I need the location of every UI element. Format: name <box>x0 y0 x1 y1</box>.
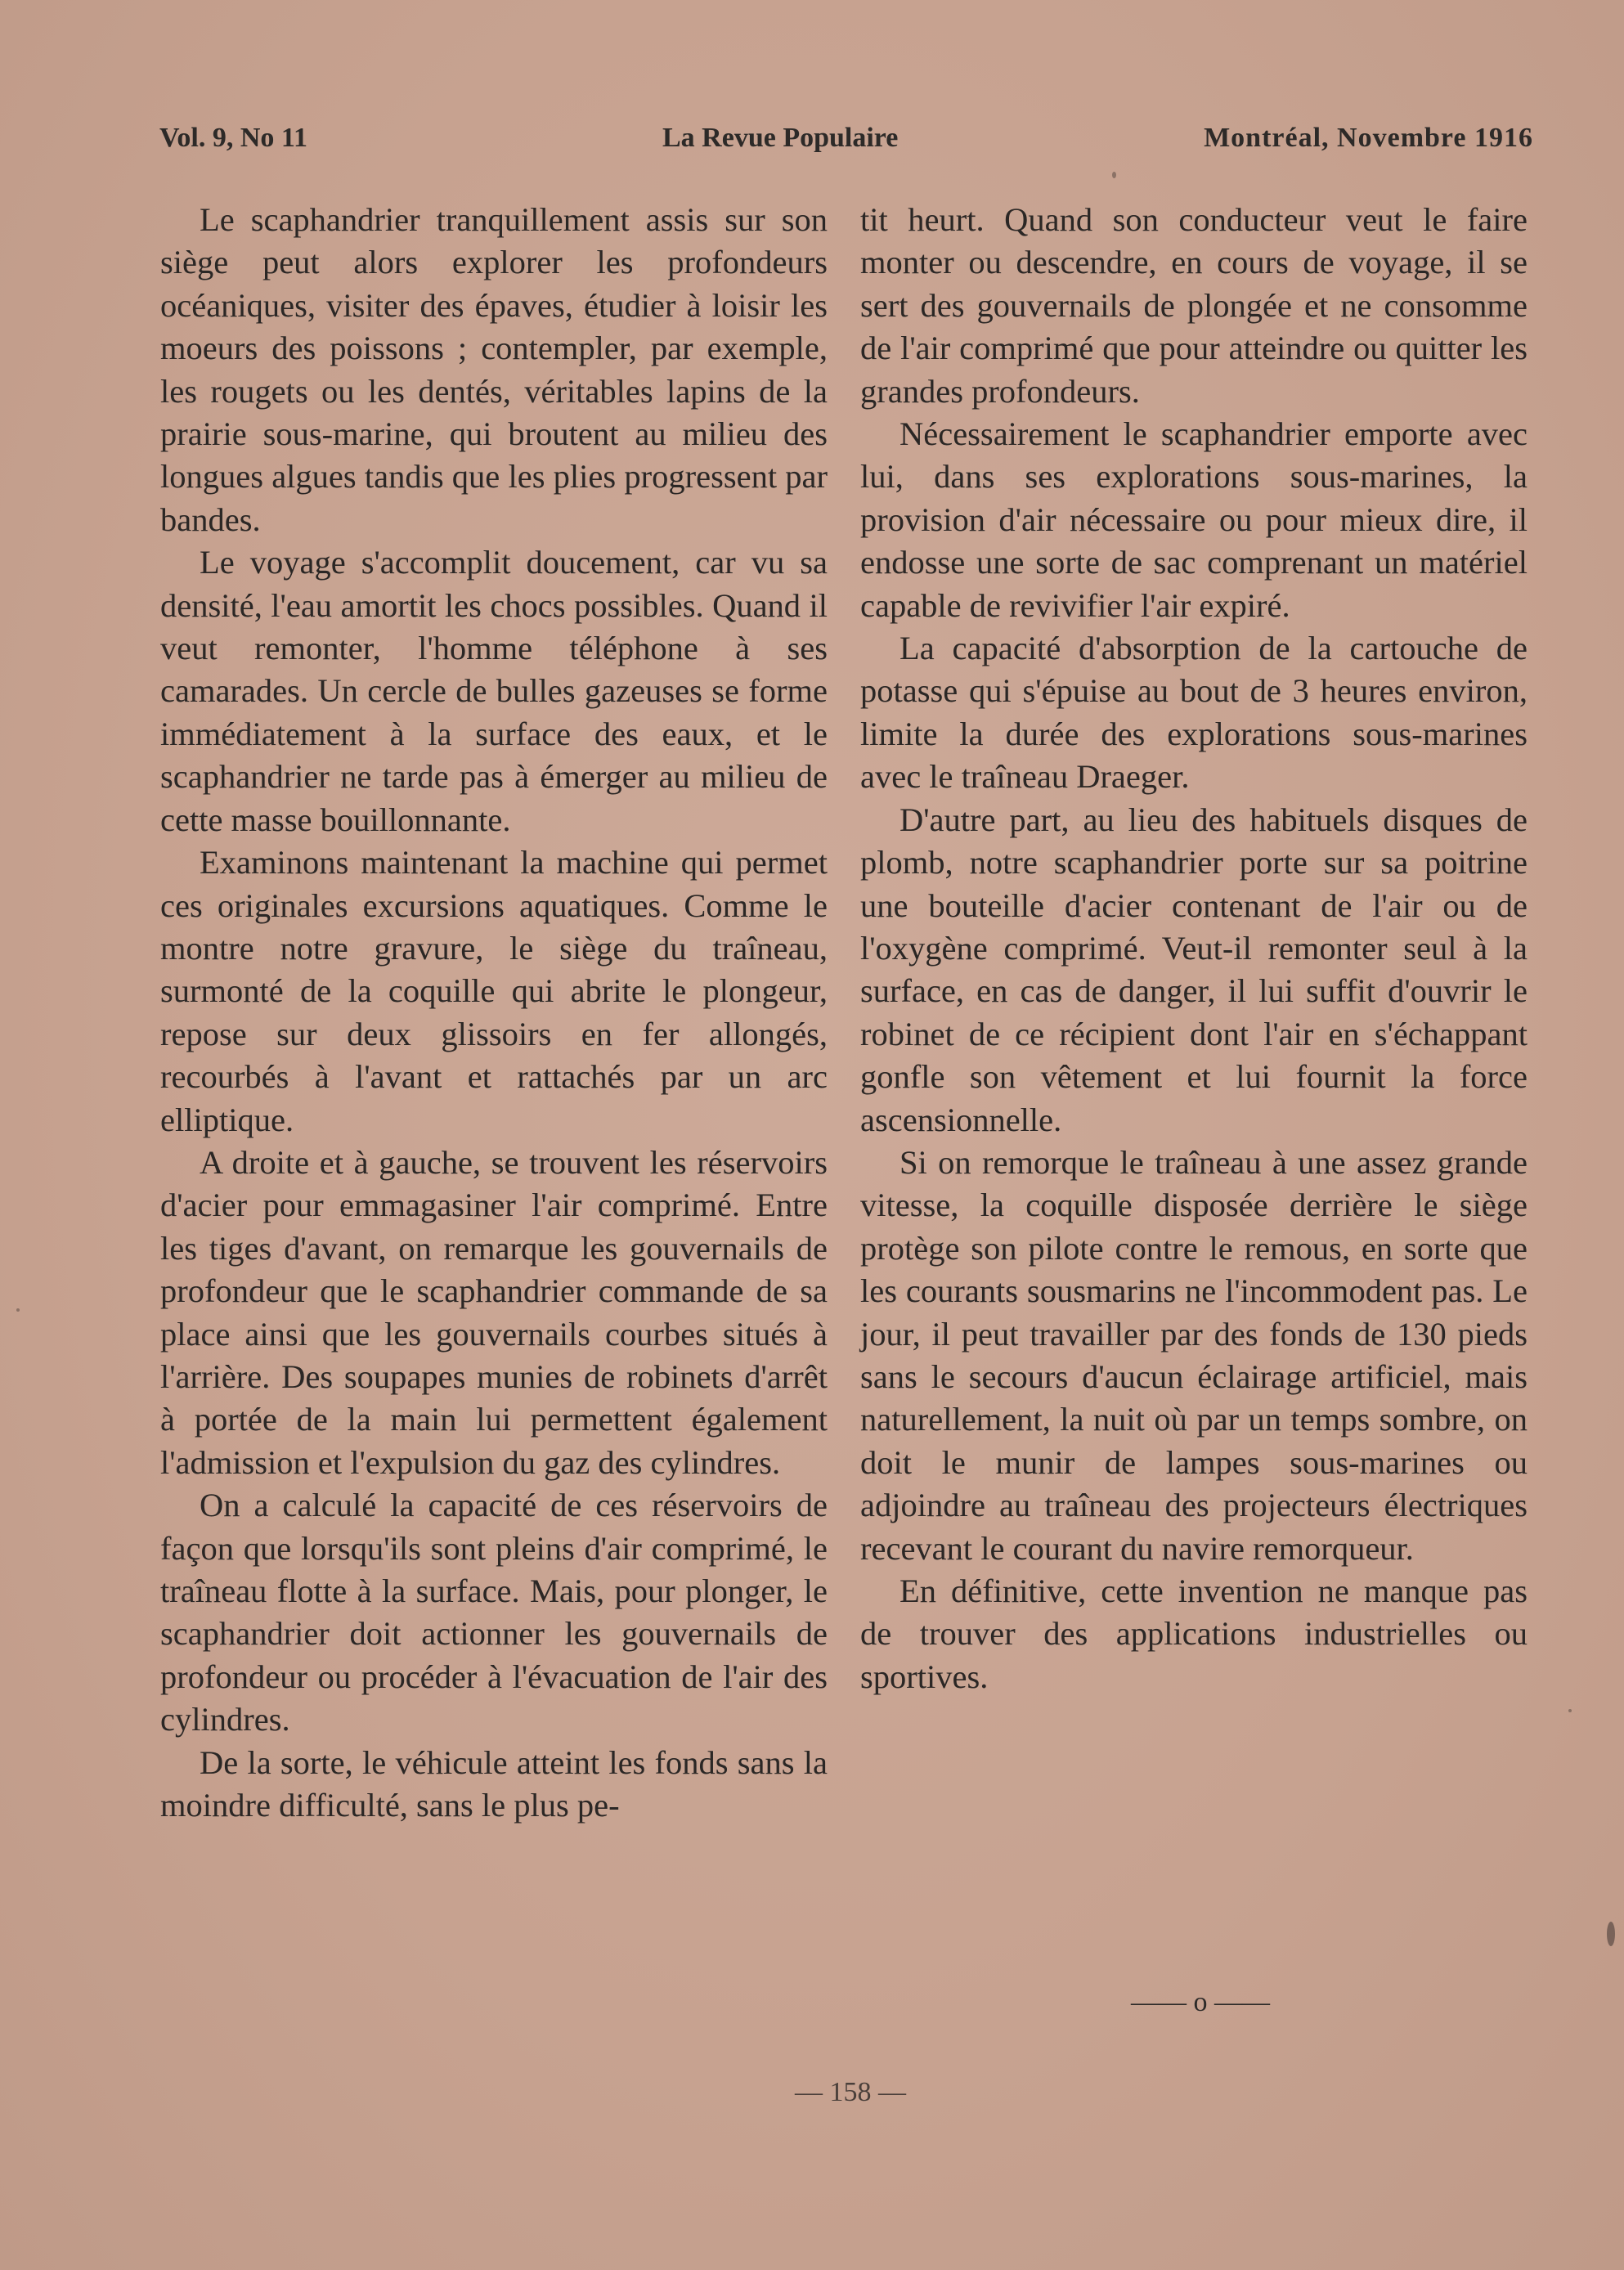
place-date: Montréal, Novembre 1916 <box>1204 123 1533 153</box>
paragraph: A droite et à gauche, se trouvent les réservoirs d'acier pour emmagasiner l'air comprimé. Entre les tiges d'avant, on remarque les gouvernails de profondeur que le scaphandrier commande de sa place ainsi que les gouvernails courbes situés à l'arrière. Des soupapes munies de robinets d'arrêt à portée de la main lui permettent également l'admission et l'expulsion du gaz des cylindres. <box>160 1143 828 1481</box>
page-number: — 158 — <box>795 2077 906 2107</box>
paper-speck <box>1112 172 1116 178</box>
paper-speck <box>16 1308 20 1312</box>
publication-title: La Revue Populaire <box>662 123 899 153</box>
left-column <box>160 199 828 1827</box>
paragraph: La capacité d'absorption de la cartouche de potasse qui s'épuise au bout de 3 heures environ, limite la durée des explorations sous-marines avec le traîneau Draeger. <box>860 630 1528 796</box>
page-header <box>159 123 1533 172</box>
section-separator: —— o —— <box>1131 1987 1270 2017</box>
paragraph: Nécessairement le scaphandrier emporte avec lui, dans ses explorations sous-marines, la provision d'air nécessaire ou pour mieux dire, il endosse une sorte de sac comprenant un matériel capable de revivifier l'air expiré. <box>860 415 1528 624</box>
paragraph: Le scaphandrier tranquillement assis sur son siège peut alors explorer les profondeurs océaniques, visiter des épaves, étudier à loisir les moeurs des poissons ; contempler, par exemple, les rougets ou les dentés, véritables lapins de la prairie sous-marine, qui broutent au milieu des longues algues tandis que les plies progressent par bandes. <box>160 201 828 538</box>
paper-speck <box>1568 1709 1572 1712</box>
paragraph: En définitive, cette invention ne manque pas de trouver des applications industrielles ou sportives. <box>860 1572 1528 1695</box>
paragraph: Examinons maintenant la machine qui permet ces originales excursions aquatiques. Comme le montre notre gravure, le siège du traîneau, surmonté de la coquille qui abrite le plongeur, repose sur deux glissoirs en fer allongés, recourbés à l'avant et rattachés par un arc elliptique. <box>160 844 828 1138</box>
paragraph: Si on remorque le traîneau à une assez grande vitesse, la coquille disposée derrière le siège protège son pilote contre le remous, en sorte que les courants sousmarins ne l'incommodent pas. Le jour, il peut travailler par des fonds de 130 pieds sans le secours d'aucun éclairage artificiel, mais naturellement, la nuit où par un temps sombre, on doit le munir de lampes sous-marines ou adjoindre au traîneau des projecteurs électriques recevant le courant du navire remorqueur. <box>860 1143 1528 1567</box>
paragraph: Le voyage s'accomplit doucement, car vu sa densité, l'eau amortit les chocs possibles. Quand il veut remonter, l'homme téléphone à ses camarades. Un cercle de bulles gazeuses se forme immédiatement à la surface des eaux, et le scaphandrier ne tarde pas à émerger au milieu de cette masse bouillonnante. <box>160 544 828 838</box>
volume-number: Vol. 9, No 11 <box>159 123 308 153</box>
paper-speck <box>1607 1922 1615 1946</box>
paragraph: De la sorte, le véhicule atteint les fonds sans la moindre difficulté, sans le plus pe- <box>160 1743 828 1824</box>
paragraph: On a calculé la capacité de ces réservoirs de façon que lorsqu'ils sont pleins d'air comprimé, le traîneau flotte à la surface. Mais, pour plonger, le scaphandrier doit actionner les gouvernails de profondeur ou procéder à l'évacuation de l'air des cylindres. <box>160 1487 828 1738</box>
paragraph: D'autre part, au lieu des habituels disques de plomb, notre scaphandrier porte sur sa poitrine une bouteille d'acier contenant de l'air ou de l'oxygène comprimé. Veut-il remonter seul à la surface, en cas de danger, il lui suffit d'ouvrir le robinet de ce récipient dont l'air en s'échappant gonfle son vêtement et lui fournit la force ascensionnelle. <box>860 801 1528 1138</box>
paragraph-continuation: tit heurt. Quand son conducteur veut le faire monter ou descendre, en cours de voyage, il se sert des gouvernails de plongée et ne consomme de l'air comprimé que pour atteindre ou quitter les grandes profondeurs. <box>860 201 1528 410</box>
right-column <box>860 199 1528 1698</box>
